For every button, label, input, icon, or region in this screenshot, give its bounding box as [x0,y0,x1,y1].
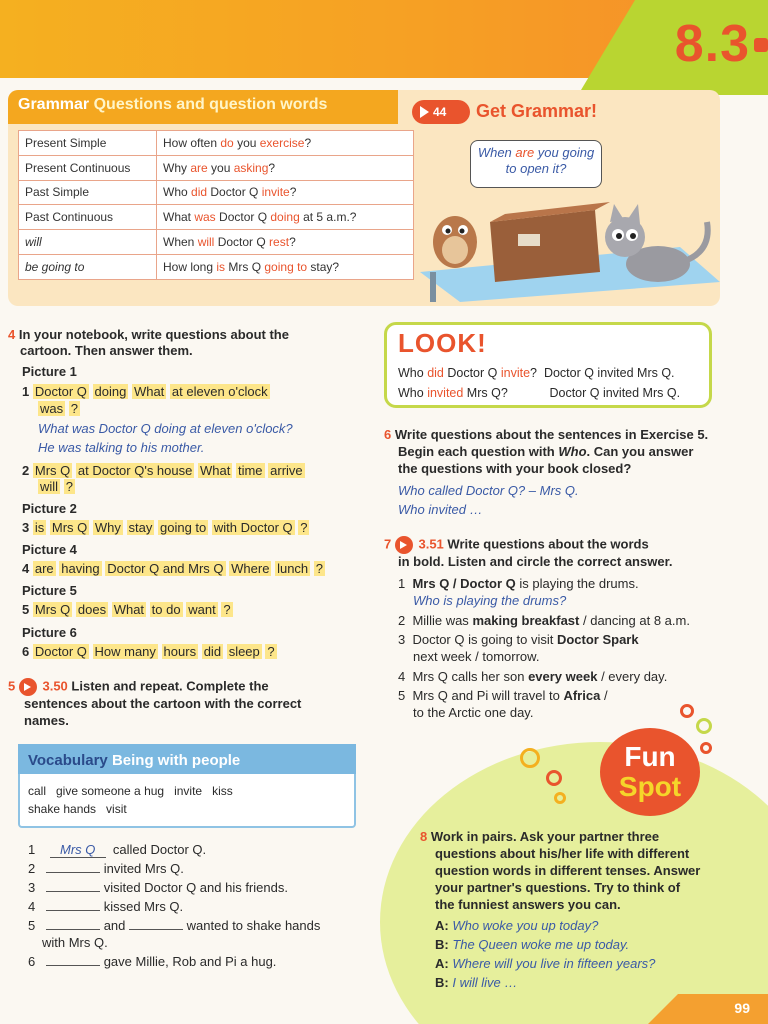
ex6-instruction-2: Begin each question with Who. Can you answer [398,444,694,459]
look-title: LOOK! [398,328,487,358]
grammar-table-row [19,180,414,205]
gap-blank[interactable] [129,918,183,930]
ex7-item-3-line2: next week / tomorrow. [413,649,540,664]
table-leg [430,272,436,302]
picture-6-label: Picture 6 [22,625,77,640]
tense-name: Present Simple [19,131,157,156]
audio-icon[interactable] [19,678,37,696]
ex5-instruction-2: sentences about the cartoon with the correct [24,696,302,711]
page-number: 99 [734,1000,750,1016]
ex4-instruction: 4 In your notebook, write questions about the [8,327,289,342]
ex7-item-1: 1 Mrs Q / Doctor Q is playing the drums. [398,576,639,591]
tense-name: Past Continuous [19,205,157,230]
ex8-dialogue-3: A: Where will you live in fifteen years? [435,956,656,971]
gap-item-5: 5 and wanted to shake hands [28,918,321,933]
ex4-example-answer-2: He was talking to his mother. [38,440,205,455]
ex4-example-answer-1: What was Doctor Q doing at eleven o'clock? [38,421,293,436]
decorative-ring [520,748,540,768]
grammar-table-row [19,254,414,279]
picture-4-label: Picture 4 [22,542,77,557]
ex4-q1-line2: was ? [40,401,78,416]
gap-blank[interactable] [46,861,100,873]
gap-item-2: 2 invited Mrs Q. [28,861,184,876]
ex4-q3: 3 is Mrs Q Why stay going to with Doctor Q ? [22,520,308,535]
gap-item-3: 3 visited Doctor Q and his friends. [28,880,288,895]
ex7-item-2: 2 Millie was making breakfast / dancing at 8 a.m. [398,613,690,628]
ex6-example-2: Who invited … [398,502,483,517]
tense-name: Past Simple [19,180,157,205]
ex8-instruction-3: question words in different tenses. Answer [435,863,701,878]
example-question: How long is Mrs Q going to stay? [157,254,414,279]
gap-blank[interactable] [46,918,100,930]
ex7-item-5-line2: to the Arctic one day. [413,705,534,720]
fun-spot-badge: Fun Spot [600,728,700,816]
grammar-table-row [19,131,414,156]
gap-blank[interactable] [46,880,100,892]
vocabulary-title: Vocabulary Being with people [28,752,241,769]
look-line-2: Who invited Mrs Q? Doctor Q invited Mrs Q. [398,386,681,400]
ex8-dialogue-4: B: I will live … [435,975,518,990]
ex8-instruction-2: questions about his/her life with different [435,846,690,861]
grammar-title [18,96,327,114]
grammar-table-row [19,155,414,180]
gap-item-1: 1 Mrs Q called Doctor Q. [28,842,207,857]
ex7-item-5: 5 Mrs Q and Pi will travel to Africa / [398,688,608,703]
ex5-instruction-3: names. [24,713,69,728]
vocabulary-words-1: call give someone a hug invite kiss [28,784,233,798]
example-question: Who did Doctor Q invite? [157,180,414,205]
unit-number: 8.3 [674,15,750,73]
decorative-ring [554,792,566,804]
grammar-table-row [19,205,414,230]
example-question: Why are you asking? [157,155,414,180]
ex7-instruction-2: in bold. Listen and circle the correct answer. [398,554,673,569]
hamster-character [433,216,477,268]
example-question: What was Doctor Q doing at 5 a.m.? [157,205,414,230]
ex4-q6: 6 Doctor Q How many hours did sleep ? [22,644,275,659]
gap-item-5-line2: with Mrs Q. [42,935,108,950]
parcel-box [490,210,600,282]
ex6-example-1: Who called Doctor Q? – Mrs Q. [398,483,579,498]
ex4-q1: 1 Doctor Q doing What at eleven o'clock [22,384,268,399]
ex4-q2: 2 Mrs Q at Doctor Q's house What time arrive [22,463,303,478]
tense-name: Present Continuous [19,155,157,180]
picture-2-label: Picture 2 [22,501,77,516]
unit-dot [754,38,768,52]
gap-blank[interactable] [46,899,100,911]
picture-1-label: Picture 1 [22,364,77,379]
gap-item-4: 4 kissed Mrs Q. [28,899,184,914]
video-track-number: 44 [433,105,447,119]
get-grammar-title: Get Grammar! [476,101,598,121]
video-play-button[interactable] [412,100,470,124]
ex4-q4: 4 are having Doctor Q and Mrs Q Where lunch ? [22,561,324,576]
ex4-q2-line2: will ? [40,479,73,494]
grammar-label: Grammar [18,96,90,113]
ex6-instruction: 6 Write questions about the sentences in Exercise 5. [384,427,709,442]
gap-blank[interactable] [46,954,100,966]
ex7-item-4: 4 Mrs Q calls her son every week / every day. [398,669,668,684]
decorative-ring [700,742,712,754]
decorative-ring [696,718,712,734]
play-icon [420,106,429,118]
look-line-1: Who did Doctor Q invite? Doctor Q invited Mrs Q. [398,366,675,380]
grammar-table-row [19,230,414,255]
example-question: How often do you exercise? [157,131,414,156]
gap-item-6: 6 gave Millie, Rob and Pi a hug. [28,954,277,969]
decorative-ring [680,704,694,718]
ex6-instruction-3: the questions with your book closed? [398,461,632,476]
ex7-item-3: 3 Doctor Q is going to visit Doctor Spark [398,632,639,647]
ex8-instruction: 8 Work in pairs. Ask your partner three [420,829,660,844]
audio-icon[interactable] [395,536,413,554]
ex4-instruction-2: cartoon. Then answer them. [20,343,193,358]
decorative-ring [546,770,562,786]
ex7-example-answer: Who is playing the drums? [413,593,567,608]
vocabulary-words-2: shake hands visit [28,802,127,816]
gap-answer-1[interactable]: Mrs Q [50,842,106,858]
grammar-table [18,130,414,280]
example-question: When will Doctor Q rest? [157,230,414,255]
ex4-q5: 5 Mrs Q does What to do want ? [22,602,231,617]
ex8-instruction-5: the funniest answers you can. [435,897,621,912]
tense-name: will [19,230,157,255]
ex7-instruction: 7 3.51 Write questions about the words [384,536,649,554]
picture-5-label: Picture 5 [22,583,77,598]
ex8-dialogue-1: A: Who woke you up today? [435,918,599,933]
ex8-dialogue-2: B: The Queen woke me up today. [435,937,630,952]
tense-name: be going to [19,254,157,279]
speech-bubble: When are you going to open it? [470,140,602,188]
grammar-topic: Questions and question words [93,96,328,113]
ex5-instruction: 5 3.50 Listen and repeat. Complete the [8,678,269,696]
ex8-instruction-4: your partner's questions. Try to think of [435,880,681,895]
